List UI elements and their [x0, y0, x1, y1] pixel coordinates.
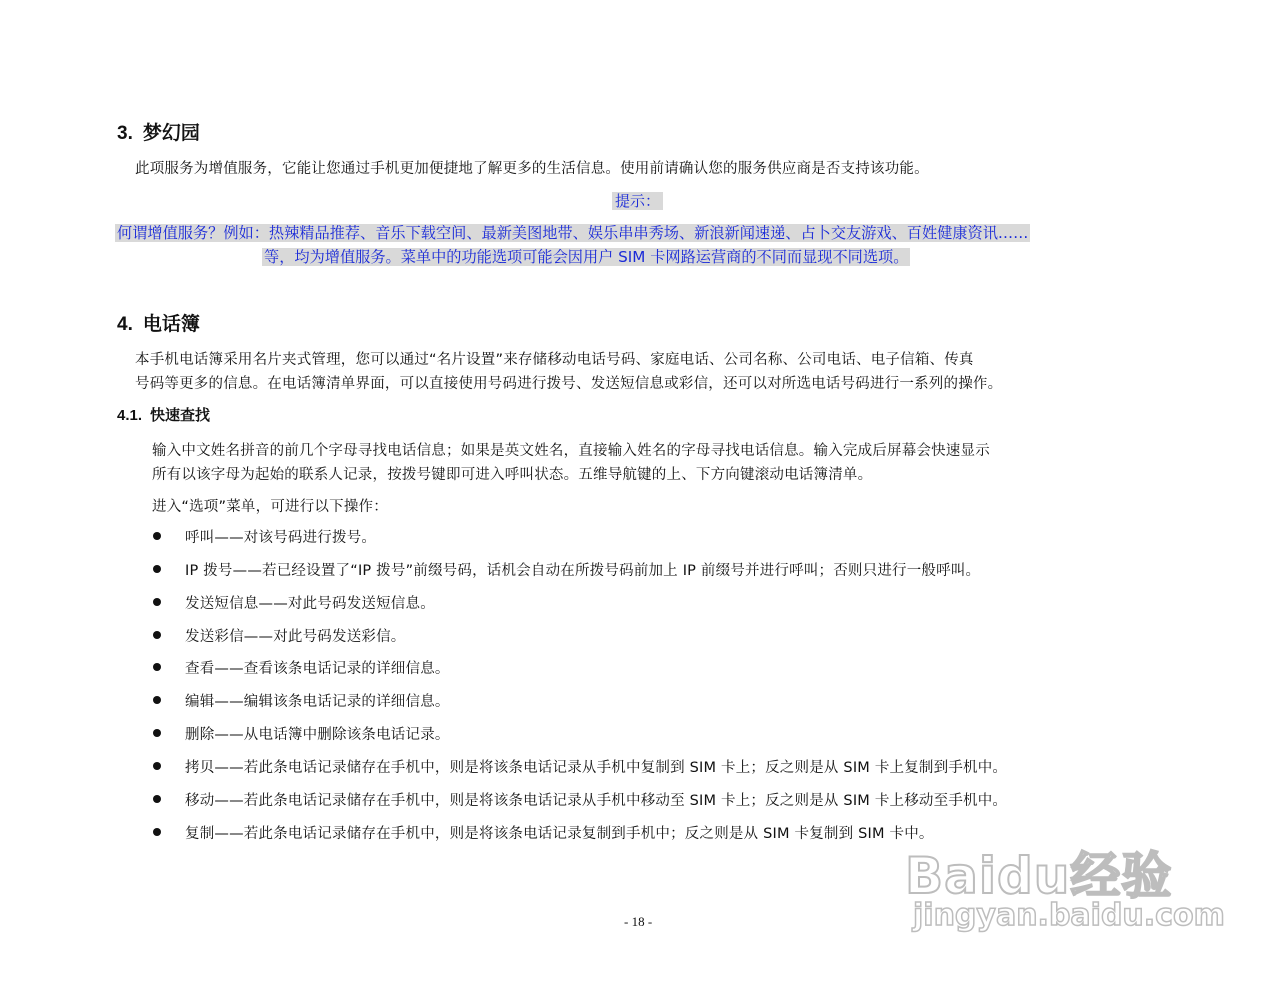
section-4-1-title: 快速查找: [150, 406, 211, 424]
list-item: 删除——从电话簿中删除该条电话记录。: [185, 727, 450, 743]
bullet-dot: [153, 696, 161, 704]
list-item: 编辑——编辑该条电话记录的详细信息。: [185, 694, 450, 710]
page-number: - 18 -: [624, 914, 653, 929]
list-item: IP 拨号——若已经设置了“IP 拨号”前缀号码，话机会自动在所拨号码前加上 IP 前缀号并进行呼叫；否则只进行一般呼叫。: [185, 563, 981, 579]
section-4-1-para-line-1: 输入中文姓名拼音的前几个字母寻找电话信息；如果是英文姓名，直接输入姓名的字母寻找电话信息。输入完成后屏幕会快速显示: [152, 443, 990, 459]
section-4-intro-line-2: 号码等更多的信息。在电话簿清单界面，可以直接使用号码进行拨号、发送短信息或彩信，还可以对所选电话号码进行一系列的操作。: [135, 376, 1003, 392]
bullet-dot: [153, 828, 161, 836]
section-4-1-number: 4.1.: [117, 407, 143, 424]
watermark-url: jingyan.baidu.com: [913, 898, 1225, 933]
bullet-dot: [153, 663, 161, 671]
hint-line-2: 等，均为增值服务。菜单中的功能选项可能会因用户 SIM 卡网路运营商的不同而显现不同选项。: [264, 248, 909, 266]
list-item: 发送短信息——对此号码发送短信息。: [185, 596, 435, 612]
hint-label: 提示：: [612, 192, 663, 210]
section-4-1-heading: [117, 404, 210, 425]
list-item: 呼叫——对该号码进行拨号。: [185, 530, 377, 546]
bullet-dot: [153, 532, 161, 540]
watermark-logo: Baidu经验: [905, 847, 1173, 905]
section-3-heading: [117, 118, 200, 145]
section-4-number: 4.: [117, 314, 133, 335]
list-item: 复制——若此条电话记录储存在手机中，则是将该条电话记录复制到手机中；反之则是从 SIM 卡复制到 SIM 卡中。: [185, 826, 934, 842]
list-item: 查看——查看该条电话记录的详细信息。: [185, 661, 450, 677]
list-item: 发送彩信——对此号码发送彩信。: [185, 629, 406, 645]
list-item: 拷贝——若此条电话记录储存在手机中，则是将该条电话记录从手机中复制到 SIM 卡上；反之则是从 SIM 卡上复制到手机中。: [185, 760, 1008, 776]
bullet-dot: [153, 598, 161, 606]
hint-line-1-wrap: [115, 222, 1030, 243]
baidu-jingyan-watermark: [905, 836, 1225, 946]
hint-line-1: 何谓增值服务？例如：热辣精品推荐、音乐下载空间、最新美图地带、娱乐串串秀场、新浪新闻速递、占卜交友游戏、百姓健康资讯……: [117, 224, 1029, 242]
options-intro: 进入“选项”菜单，可进行以下操作：: [152, 499, 388, 515]
section-4-heading: [117, 309, 200, 336]
section-3-number: 3.: [117, 123, 133, 144]
section-3-intro: 此项服务为增值服务，它能让您通过手机更加便捷地了解更多的生活信息。使用前请确认您的服务供应商是否支持该功能。: [135, 161, 929, 177]
bullet-dot: [153, 631, 161, 639]
bullet-dot: [153, 762, 161, 770]
bullet-dot: [153, 795, 161, 803]
hint-label-wrap: [612, 190, 663, 211]
section-4-title: 电话簿: [142, 313, 200, 335]
section-4-intro-line-1: 本手机电话簿采用名片夹式管理，您可以通过“名片设置”来存储移动电话号码、家庭电话、公司名称、公司电话、电子信箱、传真: [135, 352, 974, 368]
section-4-1-para-line-2: 所有以该字母为起始的联系人记录，按拨号键即可进入呼叫状态。五维导航键的上、下方向键滚动电话簿清单。: [152, 467, 873, 483]
section-3-title: 梦幻园: [142, 122, 200, 144]
bullet-dot: [153, 565, 161, 573]
hint-line-2-wrap: [262, 246, 910, 267]
bullet-dot: [153, 729, 161, 737]
list-item: 移动——若此条电话记录储存在手机中，则是将该条电话记录从手机中移动至 SIM 卡上；反之则是从 SIM 卡上移动至手机中。: [185, 793, 1008, 809]
